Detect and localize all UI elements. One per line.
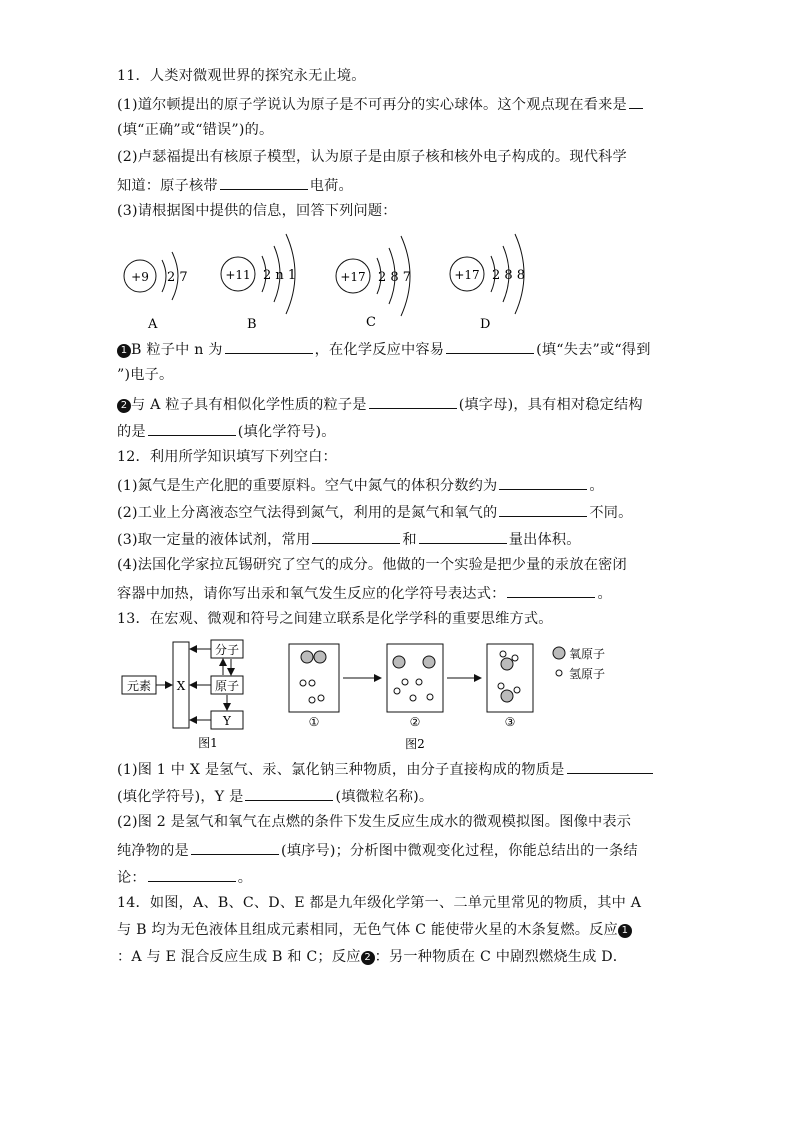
q13-part2-line3: 论： 。 <box>117 867 252 887</box>
answer-blank[interactable] <box>507 583 595 598</box>
fig1-x: X <box>176 679 186 693</box>
fig2-label-1: ① <box>308 715 320 729</box>
answer-blank[interactable] <box>419 529 507 544</box>
svg-text:D: D <box>480 317 491 332</box>
figure-1-diagram <box>117 636 277 752</box>
q11-sub1-line1: 1 B 粒子中 n 为 ，在化学反应中容易 (填“失去”或“得到 <box>117 339 651 359</box>
q14-line1: 14．如图，A、B、C、D、E 都是九年级化学第一、二单元里常见的物质，其中 A <box>117 895 642 911</box>
answer-blank[interactable] <box>567 759 653 774</box>
q12-part1: (1)氮气是生产化肥的重要原料。空气中氮气的体积分数约为 。 <box>117 475 604 495</box>
svg-text:2 8 7: 2 8 7 <box>378 270 412 285</box>
svg-text:B: B <box>247 317 257 332</box>
circled-number-2: 2 <box>117 399 131 413</box>
q11-part1-line1: (1)道尔顿提出的原子学说认为原子是不可再分的实心球体。这个观点现在看来是 <box>117 94 645 114</box>
svg-text:+11: +11 <box>225 268 251 282</box>
q13-part2-line2: 纯净物的是 (填序号)；分析图中微观变化过程，你能总结出的一条结 <box>117 840 638 860</box>
answer-blank[interactable] <box>148 867 236 882</box>
answer-blank[interactable] <box>629 94 643 109</box>
svg-text:C: C <box>366 315 376 330</box>
atom-c <box>336 236 411 330</box>
atom-b <box>221 234 296 332</box>
q11-sub2-line2: 的是 (填化学符号)。 <box>117 421 336 441</box>
circled-number-1: 1 <box>117 344 131 358</box>
svg-text:+17: +17 <box>454 268 480 282</box>
q14-line3: ：A 与 E 混合反应生成 B 和 C；反应 2 ：另一种物质在 C 中剧烈燃烧生成 D． <box>117 949 628 965</box>
fig2-caption: 图2 <box>405 737 425 751</box>
fig1-caption: 图1 <box>198 736 218 750</box>
fig1-element: 元素 <box>126 679 152 693</box>
atom-a <box>124 252 188 332</box>
answer-blank[interactable] <box>225 339 313 354</box>
q13-stem: 13．在宏观、微观和符号之间建立联系是化学学科的重要思维方式。 <box>117 611 553 627</box>
q12-part3: (3)取一定量的液体试剂，常用 和 量出体积。 <box>117 529 581 549</box>
circled-number-1: 1 <box>618 924 632 938</box>
atom-d <box>450 234 525 332</box>
answer-blank[interactable] <box>148 421 236 436</box>
q11-part2-line1: (2)卢瑟福提出有核原子模型，认为原子是由原子核和核外电子构成的。现代科学 <box>117 149 627 165</box>
svg-text:+17: +17 <box>340 270 366 284</box>
q11-part3: (3)请根据图中提供的信息，回答下列问题： <box>117 203 397 219</box>
q14-line2: 与 B 均为无色液体且组成元素相同，无色气体 C 能使带火星的木条复燃。反应 1 <box>117 921 632 939</box>
svg-text:2 n 1: 2 n 1 <box>263 268 297 283</box>
fig1-atom: 原子 <box>214 679 240 693</box>
answer-blank[interactable] <box>499 475 587 490</box>
q11-stem: 11．人类对微观世界的探究永无止境。 <box>117 68 366 84</box>
q12-stem: 12．利用所学知识填写下列空白： <box>117 449 337 465</box>
q12-part4-line1: (4)法国化学家拉瓦锡研究了空气的成分。他做的一个实验是把少量的汞放在密闭 <box>117 557 627 573</box>
legend-hydrogen-label: 氢原子 <box>569 667 606 681</box>
q13-part1-line2: (填化学符号)，Y 是 (填微粒名称)。 <box>117 786 433 806</box>
svg-text:+9: +9 <box>131 270 149 284</box>
q12-part4-line2: 容器中加热，请你写出汞和氧气发生反应的化学符号表达式： 。 <box>117 583 612 603</box>
atom-structure-diagram <box>110 226 550 336</box>
answer-blank[interactable] <box>191 840 279 855</box>
fig2-label-3: ③ <box>504 715 516 729</box>
answer-blank[interactable] <box>369 394 457 409</box>
fig2-label-2: ② <box>409 715 421 729</box>
legend-oxygen-label: 氧原子 <box>569 647 606 661</box>
answer-blank[interactable] <box>220 175 308 190</box>
q11-sub2-line1: 2 与 A 粒子具有相似化学性质的粒子是 (填字母)，具有相对稳定结构 <box>117 394 643 414</box>
q12-part2: (2)工业上分离液态空气法得到氮气，利用的是氮气和氧气的 不同。 <box>117 502 633 522</box>
circled-number-2: 2 <box>361 951 375 965</box>
q13-part2-line1: (2)图 2 是氢气和氧气在点燃的条件下发生反应生成水的微观模拟图。图像中表示 <box>117 814 632 830</box>
svg-text:2 7: 2 7 <box>167 270 188 285</box>
fig1-y: Y <box>223 714 231 728</box>
q11-part2-line2: 知道：原子核带 电荷。 <box>117 175 353 195</box>
svg-text:2 8 8: 2 8 8 <box>492 268 526 283</box>
answer-blank[interactable] <box>312 529 400 544</box>
q13-part1-line1: (1)图 1 中 X 是氢气、汞、氯化钠三种物质，由分子直接构成的物质是 <box>117 759 655 779</box>
answer-blank[interactable] <box>446 339 534 354</box>
fig1-molecule: 分子 <box>214 643 240 657</box>
answer-blank[interactable] <box>245 786 333 801</box>
figure-2-diagram <box>285 638 645 754</box>
answer-blank[interactable] <box>499 502 587 517</box>
q11-part1-line2: (填“正确”或“错误”)的。 <box>117 122 274 138</box>
svg-text:A: A <box>148 317 158 332</box>
q11-sub1-line2: ”)电子。 <box>117 367 174 383</box>
